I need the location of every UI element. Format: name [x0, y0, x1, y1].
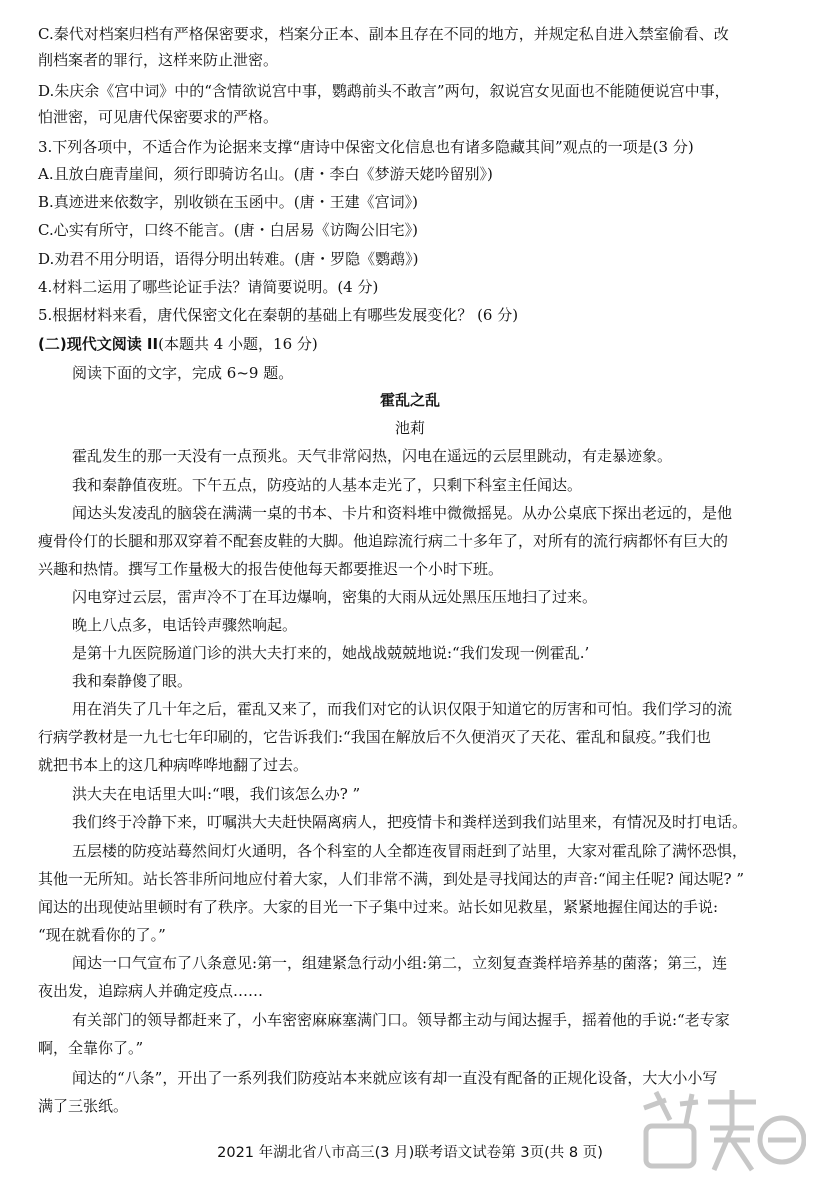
text-line: D.朱庆余《宫中词》中的“含情欲说宫中事，鹦鹉前头不敢言”两句，叙说宫女见面也不能随便说宫中事， — [38, 82, 730, 100]
question-5: 5.根据材料来看，唐代保密文化在秦朝的基础上有哪些发展变化？ (6 分) — [38, 306, 519, 324]
text-line: C.秦代对档案归档有严格保密要求，档案分正本、副本且存在不同的地方，并规定私自进入禁室偷看、改 — [38, 25, 729, 43]
option-b: B.真迹进来依数字，别收锁在玉函中。(唐・王建《宫词》) — [38, 193, 418, 211]
story-title: 霍乱之乱 — [379, 391, 440, 409]
story-line: 兴趣和热情。撰写工作量极大的报告使他每天都要推迟一个小时下班。 — [38, 560, 504, 578]
story-line: 闪电穿过云层，雷声冷不丁在耳边爆响，密集的大雨从远处黑压压地扫了过来。 — [72, 588, 598, 606]
story-line: 是第十九医院肠道门诊的洪大夫打来的，她战战兢兢地说:“我们发现一例霍乱.’ — [72, 644, 590, 662]
story-line: 用在消失了几十年之后，霍乱又来了，而我们对它的认识仅限于知道它的厉害和可怕。我们学习的流 — [72, 700, 733, 718]
text-line: 怕泄密，可见唐代保密要求的严格。 — [38, 108, 279, 126]
page-footer: 2021 年湖北省八市高三(3 月)联考语文试卷第 3页(共 8 页) — [217, 1145, 603, 1161]
story-line: 行病学教材是一九七七年印刷的，它告诉我们:“我国在解放后不久便消灭了天花、霍乱和鼠疫。”我们也 — [38, 728, 711, 746]
story-line: 洪大夫在电话里大叫:“喂，我们该怎么办? ” — [72, 785, 361, 803]
story-author: 池莉 — [394, 419, 425, 437]
story-line: 其他一无所知。站长答非所问地应付着大家，人们非常不满，到处是寻找闻达的声音:“闻主任呢? 闻达呢? ” — [38, 870, 745, 888]
story-line: 霍乱发生的那一天没有一点预兆。天气非常闷热，闪电在遥远的云层里跳动，有走暴迹象。 — [72, 447, 673, 465]
story-line: 我和秦静傻了眼。 — [72, 672, 193, 690]
section-note: (本题共 4 小题，16 分) — [158, 335, 318, 353]
option-d: D.劝君不用分明语，语得分明出转难。(唐・罗隐《鹦鹉》) — [38, 250, 419, 268]
story-line: 瘦骨伶仃的长腿和那双穿着不配套皮鞋的大脚。他追踪流行病二十多年了，对所有的流行病都怀有巨大的 — [38, 532, 729, 550]
story-line: 闻达头发凌乱的脑袋在满满一桌的书本、卡片和资料堆中微微摇晃。从办公桌底下探出老远的，是他 — [72, 504, 733, 522]
text-line: 削档案者的罪行，这样来防止泄密。 — [38, 51, 279, 69]
story-line: 就把书本上的这几种病哗哗地翻了过去。 — [38, 756, 309, 774]
section-title: (二)现代文阅读 II — [38, 335, 159, 353]
story-line: “现在就看你的了。” — [38, 926, 166, 944]
option-a: A.且放白鹿青崖间，须行即骑访名山。(唐・李白《梦游天姥吟留别》) — [38, 165, 493, 183]
story-line: 闻达一口气宣布了八条意见:第一，组建紧急行动小组:第二，立刻复查粪样培养基的菌落；第三，连 — [72, 954, 728, 972]
story-line: 五层楼的防疫站蓦然间灯火通明，各个科室的人全都连夜冒雨赶到了站里，大家对霍乱除了满怀恐惧， — [72, 842, 748, 860]
story-line: 我和秦静值夜班。下午五点，防疫站的人基本走光了，只剩下科室主任闻达。 — [72, 476, 583, 494]
question-4: 4.材料二运用了哪些论证手法？请简要说明。(4 分) — [38, 278, 379, 296]
story-line: 闻达的出现使站里顿时有了秩序。大家的目光一下子集中过来。站长如见救星，紧紧地握住闻达的手说: — [38, 898, 719, 916]
section-header — [38, 334, 798, 354]
instruction: 阅读下面的文字，完成 6~9 题。 — [72, 364, 294, 382]
story-line: 啊，全靠你了。” — [38, 1039, 144, 1057]
story-line: 闻达的“八条”，开出了一系列我们防疫站本来就应该有却一直没有配备的正规化设备，大大小小写 — [72, 1069, 718, 1087]
story-line: 我们终于冷静下来，叮嘱洪大夫赶快隔离病人，把疫情卡和粪样送到我们站里来，有情况及时打电话。 — [72, 813, 748, 831]
story-line: 晚上八点多，电话铃声骤然响起。 — [72, 616, 298, 634]
story-line: 有关部门的领导都赶来了，小车密密麻麻塞满门口。领导都主动与闻达握手，摇着他的手说:“老专家 — [72, 1011, 730, 1029]
watermark-logo-icon — [636, 1080, 806, 1184]
story-line: 夜出发，追踪病人并确定疫点…… — [38, 982, 264, 1000]
question-3: 3.下列各项中，不适合作为论据来支撑“唐诗中保密文化信息也有诸多隐藏其间”观点的一项是(3 分) — [38, 138, 694, 156]
story-line: 满了三张纸。 — [38, 1097, 129, 1115]
option-c: C.心实有所守，口终不能言。(唐・白居易《访陶公旧宅》) — [38, 221, 418, 239]
